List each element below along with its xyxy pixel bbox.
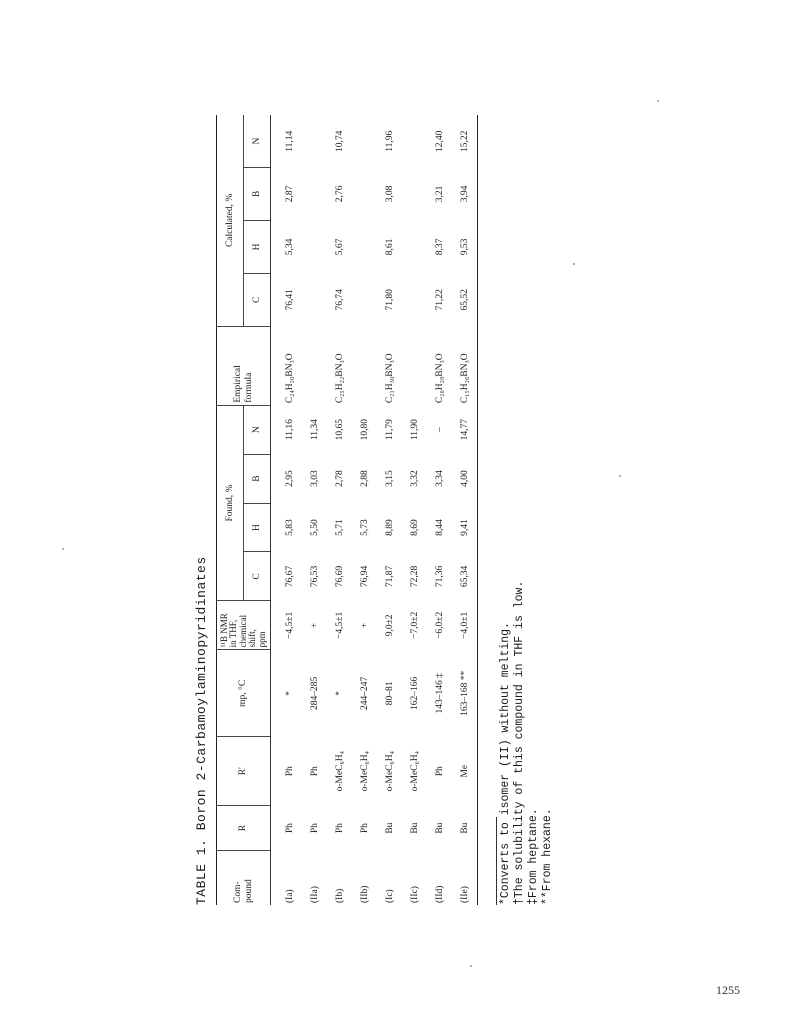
cell-r-prime: o-MeC₆H₄ — [384, 751, 395, 792]
cell-found-b: 2,88 — [359, 470, 370, 487]
cell-found-n: 11,90 — [409, 419, 420, 441]
cell-r: Ph — [309, 823, 320, 834]
cell-empirical-formula: C₂₄H₂₀BN₃O — [284, 353, 295, 404]
header-r: R — [217, 806, 271, 851]
cell-found-c: 71,87 — [384, 565, 395, 588]
cell-found-h: 5,71 — [334, 519, 345, 536]
cell-found-b: 4,00 — [459, 470, 470, 487]
header-calc-h: H — [244, 220, 271, 273]
cell-compound: (IIb) — [359, 885, 370, 903]
cell-r-prime: o-MeC₆H₄ — [409, 751, 420, 792]
cell-found-b: 3,34 — [434, 470, 445, 487]
cell-r: Bu — [409, 822, 420, 834]
cell-found-n: 11,34 — [309, 419, 320, 441]
cell-empirical-formula: C₂₁H₃₀BN₃O — [384, 353, 395, 404]
cell-calc-n: 12,40 — [434, 130, 445, 152]
footnote-rule — [496, 817, 497, 905]
cell-compound: (Ia) — [284, 889, 295, 903]
scan-speck — [657, 100, 659, 102]
rotated-table-block — [180, 115, 740, 905]
cell-found-n: 11,16 — [284, 419, 295, 441]
cell-compound: (IId) — [434, 885, 445, 903]
cell-nmr: + — [309, 622, 320, 629]
cell-empirical-formula: C₁₅H₂₆BN₃O — [459, 353, 470, 404]
cell-r: Bu — [384, 822, 395, 834]
cell-r-prime: Ph — [434, 766, 445, 777]
cell-calc-b: 3,21 — [434, 185, 445, 203]
cell-calc-h — [302, 220, 327, 273]
header-found-h: H — [244, 503, 271, 552]
cell-found-h: 5,50 — [309, 519, 320, 536]
table-row — [271, 115, 303, 905]
cell-found-b: 2,78 — [334, 470, 345, 487]
cell-calc-c — [352, 273, 377, 326]
page-number: 1255 — [716, 983, 740, 997]
scan-speck — [573, 263, 575, 265]
cell-mp: 163–168 ** — [459, 670, 470, 716]
cell-found-h: 5,73 — [359, 519, 370, 536]
header-found-n: N — [244, 405, 271, 454]
cell-calc-n: 15,22 — [459, 130, 470, 152]
cell-calc-h: 5,34 — [284, 238, 295, 256]
cell-mp: 80–81 — [384, 681, 395, 706]
cell-nmr: + — [359, 622, 370, 629]
cell-r: Ph — [359, 823, 370, 834]
cell-found-b: 3,15 — [384, 470, 395, 487]
table-row — [427, 115, 452, 905]
scan-speck — [62, 548, 64, 550]
data-table — [216, 115, 478, 905]
footnote-converts: *Converts to isomer (II) without melting. — [499, 622, 512, 905]
cell-calc-b: 2,76 — [334, 185, 345, 203]
cell-found-c: 76,94 — [359, 565, 370, 588]
cell-calc-b — [402, 168, 427, 221]
cell-compound: (Ib) — [334, 888, 345, 903]
cell-r-prime: Ph — [284, 766, 295, 777]
cell-calc-n: 11,14 — [284, 130, 295, 152]
cell-empirical-formula: C₂₀H₂₈BN₃O — [434, 353, 445, 404]
cell-found-h: 8,89 — [384, 519, 395, 536]
cell-calc-b — [352, 168, 377, 221]
cell-compound: (IIc) — [409, 886, 420, 903]
cell-found-h: 9,41 — [459, 519, 470, 536]
cell-r-prime: Me — [459, 764, 470, 778]
cell-found-c: 76,67 — [284, 565, 295, 588]
cell-found-h: 8,44 — [434, 519, 445, 536]
cell-calc-c — [302, 273, 327, 326]
table-row — [327, 115, 352, 905]
cell-calc-n — [352, 115, 377, 168]
cell-calc-b: 3,94 — [459, 185, 470, 203]
cell-found-b: 3,03 — [309, 470, 320, 487]
footnote-hexane: **From hexane. — [541, 808, 554, 905]
cell-empirical-formula — [302, 326, 327, 405]
cell-found-n: 14,77 — [459, 418, 470, 441]
header-compound: Com- pound — [232, 879, 254, 903]
footnotes — [496, 581, 555, 905]
footnote-solubility: †The solubility of this compound in THF is low. — [513, 580, 526, 905]
cell-found-c: 72,28 — [409, 565, 420, 588]
table-row — [452, 115, 478, 905]
cell-calc-n: 10,74 — [334, 130, 345, 152]
header-r-prime: R' — [217, 737, 271, 806]
cell-nmr: −4,5±1 — [284, 611, 295, 639]
cell-calc-c: 71,22 — [434, 289, 445, 311]
cell-found-c: 76,53 — [309, 565, 320, 588]
header-empirical-formula: Empirical formula — [217, 326, 271, 405]
cell-nmr: −7,0±2 — [409, 611, 420, 639]
cell-r-prime: Ph — [309, 766, 320, 777]
cell-found-h: 8,69 — [409, 519, 420, 536]
cell-found-b: 3,32 — [409, 470, 420, 487]
cell-found-n: 10,80 — [359, 418, 370, 441]
cell-calc-b: 3,08 — [384, 185, 395, 203]
table-row — [352, 115, 377, 905]
header-found-c: C — [244, 552, 271, 601]
cell-found-c: 71,36 — [434, 565, 445, 588]
header-calc-b: B — [244, 168, 271, 221]
cell-found-c: 76,69 — [334, 565, 345, 588]
table-title: TABLE 1. Boron 2-Carbamoylaminopyridinates — [194, 556, 209, 905]
cell-found-c: 65,34 — [459, 565, 470, 588]
cell-calc-c: 76,41 — [284, 289, 295, 311]
cell-mp: 244–247 — [359, 676, 370, 710]
cell-calc-h: 9,53 — [459, 238, 470, 256]
cell-empirical-formula: C₂₅H₂₂BN₃O — [334, 353, 345, 404]
cell-mp: * — [334, 690, 345, 696]
cell-nmr: 9,0±2 — [384, 614, 395, 637]
cell-r: Bu — [434, 822, 445, 834]
cell-calc-h: 5,67 — [334, 238, 345, 256]
cell-calc-h — [352, 220, 377, 273]
cell-compound: (IIa) — [309, 886, 320, 903]
cell-calc-b — [302, 168, 327, 221]
header-found: Found, % — [217, 405, 244, 601]
header-mp: mp, °C — [217, 650, 271, 737]
cell-calc-h: 8,37 — [434, 238, 445, 256]
cell-found-n: 10,65 — [334, 418, 345, 441]
header-found-b: B — [244, 454, 271, 503]
cell-compound: (IIe) — [459, 886, 470, 903]
header-nmr: ¹¹B NMR in THF, chemical shift, ppm — [217, 601, 271, 650]
cell-mp: 162–166 — [409, 676, 420, 710]
scan-speck — [619, 475, 621, 477]
cell-mp: * — [284, 690, 295, 696]
cell-found-n: – — [434, 427, 445, 433]
header-calc-n: N — [244, 115, 271, 168]
cell-calc-c: 65,52 — [459, 289, 470, 311]
cell-mp: 284–285 — [309, 676, 320, 710]
cell-nmr: −4,0±1 — [459, 611, 470, 639]
cell-r: Ph — [284, 823, 295, 834]
cell-calc-c: 76,74 — [334, 289, 345, 311]
cell-calc-c: 71,80 — [384, 289, 395, 311]
table-row — [302, 115, 327, 905]
cell-calc-n — [402, 115, 427, 168]
cell-found-n: 11,79 — [384, 419, 395, 441]
cell-calc-c — [402, 273, 427, 326]
cell-calc-n — [302, 115, 327, 168]
cell-r: Ph — [334, 823, 345, 834]
cell-empirical-formula — [352, 326, 377, 405]
scan-speck — [470, 965, 472, 967]
cell-calc-b: 2,87 — [284, 185, 295, 203]
cell-empirical-formula — [402, 326, 427, 405]
cell-calc-h — [402, 220, 427, 273]
table-row — [402, 115, 427, 905]
cell-nmr: −4,5±1 — [334, 611, 345, 639]
cell-found-h: 5,83 — [284, 519, 295, 536]
header-calc-c: C — [244, 273, 271, 326]
cell-nmr: −6,0±2 — [434, 611, 445, 639]
cell-r-prime: o-MeC₆H₄ — [359, 751, 370, 792]
header-calculated: Calculated, % — [217, 115, 244, 326]
table-row — [377, 115, 402, 905]
cell-r-prime: o-MeC₆H₄ — [334, 751, 345, 792]
cell-compound: (Ic) — [384, 889, 395, 903]
footnote-heptane: ‡From heptane. — [527, 808, 540, 905]
cell-found-b: 2,95 — [284, 470, 295, 487]
cell-calc-h: 8,61 — [384, 238, 395, 256]
cell-calc-n: 11,96 — [384, 130, 395, 152]
cell-r: Bu — [459, 822, 470, 834]
cell-mp: 143–146 ‡ — [434, 673, 445, 714]
